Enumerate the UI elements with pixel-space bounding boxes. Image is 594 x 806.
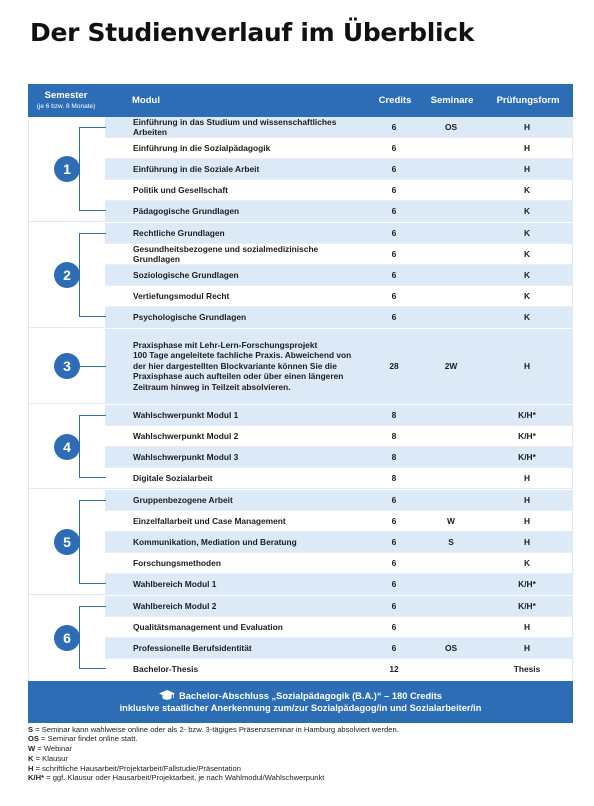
module-pruefungsform: H [523, 164, 531, 174]
table-row [105, 159, 572, 179]
module-name: Einführung in die Sozialpädagogik [133, 142, 271, 153]
module-credits: 6 [391, 143, 397, 153]
semester-number-badge: 2 [54, 262, 80, 288]
module-name: Digitale Sozialarbeit [133, 472, 213, 483]
curriculum-table [28, 84, 573, 723]
module-pruefungsform: K/H* [518, 452, 536, 462]
table-row [105, 117, 572, 137]
module-name: Gesundheitsbezogene und sozialmedizinische Grundlagen [133, 243, 319, 264]
semester-block-2 [29, 223, 572, 327]
header-semester-sub: (je 6 bzw. 8 Monate) [36, 102, 96, 110]
semester-cell [29, 596, 105, 679]
module-name: Professionelle Berufsidentität [133, 642, 252, 653]
legend-text: = Seminar kann wahlweise online oder als 2- bzw. 3-tägiges Präsenzseminar in Hamburg absolviert werden. [33, 724, 399, 734]
legend-text: = Seminar findet online statt. [38, 734, 138, 744]
semester-cell [29, 490, 105, 594]
header-pruefungsform: Prüfungsform [496, 95, 560, 106]
module-name: Politik und Gesellschaft [133, 184, 228, 195]
module-rows [105, 596, 572, 679]
module-pruefungsform: H [523, 643, 531, 653]
module-credits: 6 [391, 270, 397, 280]
module-pruefungsform: K [523, 228, 531, 238]
legend [28, 714, 399, 783]
module-pruefungsform: K/H* [518, 431, 536, 441]
module-seminare: OS [444, 122, 458, 132]
module-credits: 6 [391, 249, 397, 259]
table-row [105, 265, 572, 285]
semester-bracket [79, 500, 106, 584]
table-row [105, 447, 572, 467]
module-name: Wahlbereich Modul 2 [133, 600, 217, 611]
semester-block-4 [29, 405, 572, 488]
module-credits: 6 [391, 312, 397, 322]
header-modul: Modul [132, 95, 160, 106]
module-name: Wahlbereich Modul 1 [133, 578, 217, 589]
module-name: Einführung in das Studium und wissenschaftliches Arbeiten [133, 116, 337, 137]
semester-block-1 [29, 117, 572, 221]
legend-key: K/H* [28, 773, 45, 783]
module-pruefungsform: K/H* [518, 410, 536, 420]
module-name: Vertiefungsmodul Recht [133, 290, 230, 301]
module-pruefungsform: H [523, 622, 531, 632]
table-row [105, 180, 572, 200]
module-credits: 6 [391, 516, 397, 526]
module-pruefungsform: H [523, 495, 531, 505]
table-row [105, 405, 572, 425]
module-rows [105, 223, 572, 327]
module-credits: 6 [391, 185, 397, 195]
module-pruefungsform: K/H* [518, 601, 536, 611]
module-name: Wahlschwerpunkt Modul 1 [133, 409, 239, 420]
table-row [105, 553, 572, 573]
semester-bracket [79, 127, 106, 211]
graduation-cap-icon [159, 690, 175, 701]
module-credits: 6 [391, 643, 397, 653]
module-credits: 12 [389, 664, 399, 674]
module-name: Einzelfallarbeit und Case Management [133, 515, 286, 526]
module-pruefungsform: K/H* [518, 579, 536, 589]
semester-bracket [79, 606, 106, 669]
module-rows [105, 490, 572, 594]
legend-key: OS [28, 734, 39, 744]
legend-key: K [28, 753, 34, 763]
legend-text: = ggf. Klausur oder Hausarbeit/Projektarbeit, je nach Wahlmodul/Wahlschwerpunkt [44, 773, 325, 783]
module-seminare: W [447, 516, 455, 526]
semester-cell [29, 223, 105, 327]
table-row [105, 201, 572, 221]
module-pruefungsform: K [523, 206, 531, 216]
module-seminare: 2W [444, 361, 458, 371]
header-credits: Credits [378, 95, 412, 106]
table-row [105, 307, 572, 327]
legend-item [28, 754, 399, 764]
module-name: Bachelor-Thesis [133, 663, 199, 674]
module-credits: 6 [391, 291, 397, 301]
semester-number-badge: 1 [54, 156, 80, 182]
legend-item [28, 734, 399, 744]
module-pruefungsform: K [523, 558, 531, 568]
semester-blocks [28, 117, 573, 679]
module-name: Wahlschwerpunkt Modul 2 [133, 430, 239, 441]
table-row [105, 244, 572, 264]
legend-item [28, 725, 399, 735]
table-row [105, 574, 572, 594]
module-credits: 6 [391, 622, 397, 632]
module-rows [105, 329, 572, 403]
semester-cell [29, 329, 105, 403]
module-name [105, 340, 368, 393]
module-pruefungsform: H [523, 361, 531, 371]
table-row [105, 638, 572, 658]
module-credits: 6 [391, 558, 397, 568]
legend-item [28, 744, 399, 754]
page-title: Der Studienverlauf im Überblick [30, 18, 475, 47]
module-description: 100 Tage angeleitete fachliche Praxis. Abweichend von der hier dargestellten Blockvariante können Sie die Praxisphase auch aufteilen oder über einen längeren Zeitraum hinweg in Teilzeit absolvieren. [133, 350, 352, 392]
module-pruefungsform: K [523, 312, 531, 322]
module-credits: 8 [391, 431, 397, 441]
semester-cell [29, 117, 105, 221]
module-credits: 8 [391, 473, 397, 483]
legend-key: S [28, 724, 34, 734]
module-credits: 8 [391, 410, 397, 420]
legend-text: = Klausur [33, 753, 68, 763]
footer-line-2: inklusive staatlicher Anerkennung zum/zur Sozialpädagog/in und Sozialarbeiter/in [119, 703, 482, 713]
semester-bracket [79, 233, 106, 317]
table-row [105, 286, 572, 306]
module-name: Wahlschwerpunkt Modul 3 [133, 451, 239, 462]
module-credits: 6 [391, 495, 397, 505]
semester-block-6 [29, 596, 572, 679]
module-credits: 6 [391, 601, 397, 611]
module-pruefungsform: Thesis [513, 664, 541, 674]
module-credits: 6 [391, 537, 397, 547]
module-credits: 6 [391, 228, 397, 238]
table-row [105, 468, 572, 488]
module-credits: 8 [391, 452, 397, 462]
semester-number-badge: 6 [54, 625, 80, 651]
module-name: Rechtliche Grundlagen [133, 227, 225, 238]
semester-number-badge: 4 [54, 434, 80, 460]
legend-item [28, 764, 399, 774]
semester-number-badge: 5 [54, 529, 80, 555]
module-credits: 6 [391, 164, 397, 174]
semester-cell [29, 405, 105, 488]
legend-text: = schriftliche Hausarbeit/Projektarbeit/Fallstudie/Präsentation [33, 763, 241, 773]
header-semester [28, 90, 104, 112]
table-row [105, 426, 572, 446]
header-semester-label: Semester [44, 89, 88, 101]
legend-item [28, 773, 399, 783]
module-name: Qualitätsmanagement und Evaluation [133, 621, 283, 632]
semester-block-3 [29, 329, 572, 403]
module-pruefungsform: H [523, 537, 531, 547]
semester-number-badge: 3 [54, 353, 80, 379]
module-name: Pädagogische Grundlagen [133, 205, 240, 216]
module-name: Kommunikation, Mediation und Beratung [133, 536, 297, 547]
module-credits: 28 [389, 361, 399, 371]
table-row [105, 617, 572, 637]
module-pruefungsform: K [523, 185, 531, 195]
module-pruefungsform: H [523, 473, 531, 483]
legend-title: Legende: [28, 714, 64, 723]
table-row [105, 490, 572, 510]
module-name: Forschungsmethoden [133, 557, 221, 568]
module-seminare: S [448, 537, 454, 547]
table-row [105, 511, 572, 531]
module-pruefungsform: H [523, 516, 531, 526]
module-credits: 6 [391, 122, 397, 132]
semester-bracket [79, 366, 106, 367]
module-pruefungsform: H [523, 143, 531, 153]
module-name: Soziologische Grundlagen [133, 269, 239, 280]
module-credits: 6 [391, 579, 397, 589]
table-row [105, 138, 572, 158]
semester-block-5 [29, 490, 572, 594]
module-seminare: OS [444, 643, 458, 653]
header-seminare: Seminare [430, 95, 474, 106]
module-name: Gruppenbezogene Arbeit [133, 494, 233, 505]
module-credits: 6 [391, 206, 397, 216]
legend-key: W [28, 744, 36, 754]
table-header [28, 84, 573, 117]
module-pruefungsform: K [523, 270, 531, 280]
table-row [105, 596, 572, 616]
table-row [105, 329, 572, 403]
semester-bracket [79, 415, 106, 478]
module-name: Psychologische Grundlagen [133, 311, 247, 322]
module-pruefungsform: K [523, 249, 531, 259]
legend-key: H [28, 763, 34, 773]
module-title: Praxisphase mit Lehr-Lern-Forschungsprojekt [133, 339, 318, 350]
table-row [105, 659, 572, 679]
module-pruefungsform: H [523, 122, 531, 132]
module-rows [105, 117, 572, 221]
module-pruefungsform: K [523, 291, 531, 301]
module-rows [105, 405, 572, 488]
table-row [105, 532, 572, 552]
legend-items [28, 725, 399, 783]
module-name: Einführung in die Soziale Arbeit [133, 163, 260, 174]
table-row [105, 223, 572, 243]
legend-text: = Webinar [35, 744, 72, 754]
footer-line-1: Bachelor-Abschluss „Sozialpädagogik (B.A.)“ – 180 Credits [179, 691, 442, 701]
